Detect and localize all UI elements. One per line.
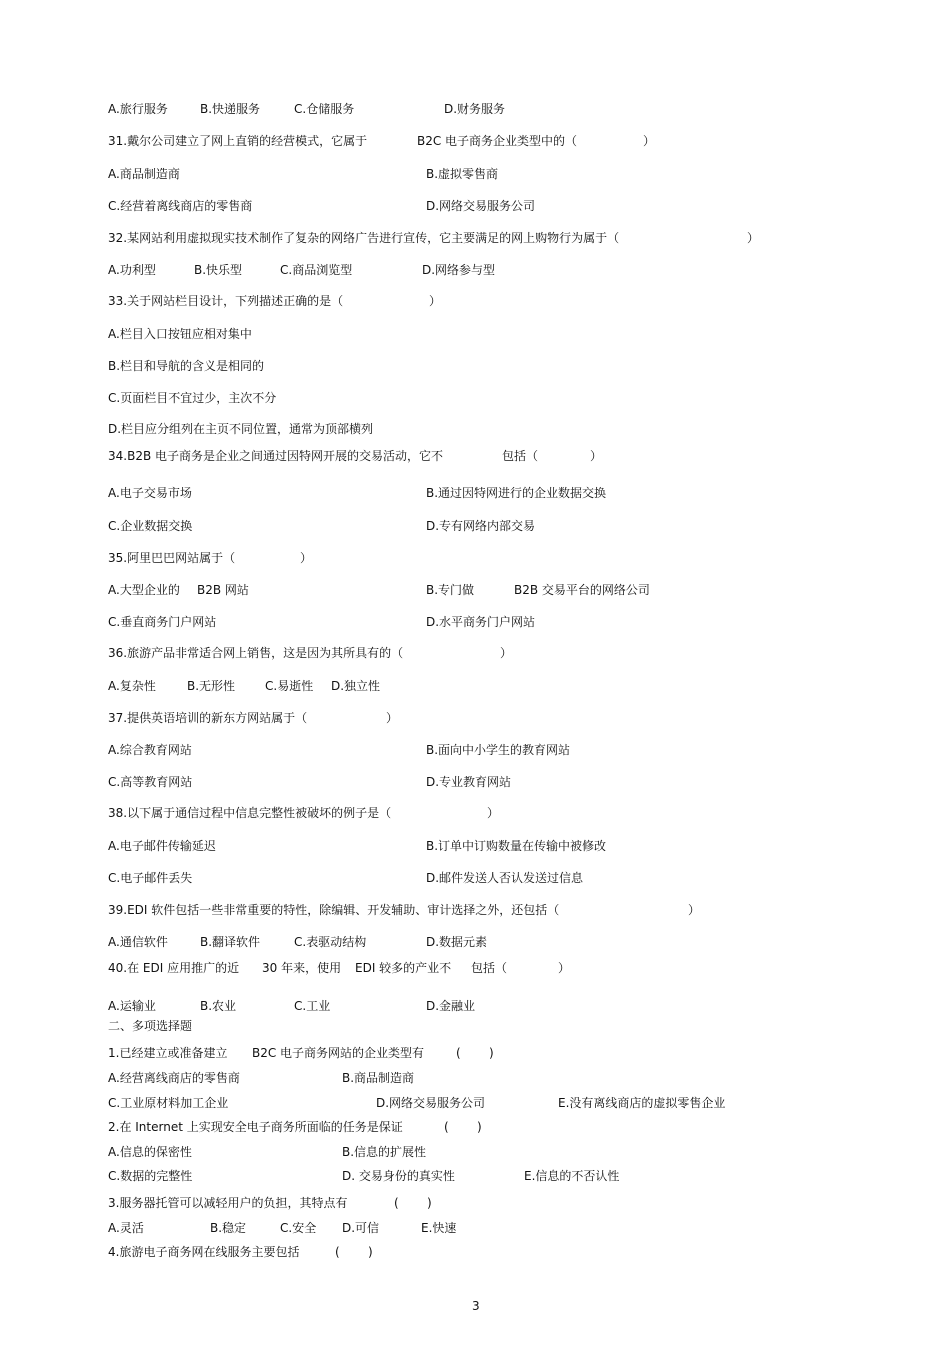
text-segment: A.栏目入口按钮应相对集中 <box>108 327 252 341</box>
text-segment: ） <box>300 551 313 565</box>
text-segment: ( <box>444 1120 449 1134</box>
text-segment: C.工业 <box>294 999 331 1013</box>
text-segment: 40.在 EDI 应用推广的近 <box>108 961 240 975</box>
text-segment: B.面向中小学生的教育网站 <box>426 743 571 757</box>
text-segment: C.商品浏览型 <box>280 263 353 277</box>
text-segment: ( <box>456 1046 461 1060</box>
text-segment: D.水平商务门户网站 <box>426 615 536 629</box>
text-segment: ） <box>747 231 760 245</box>
text-segment: A.通信软件 <box>108 935 168 949</box>
text-segment: B.通过因特网进行的企业数据交换 <box>426 486 607 500</box>
text-segment: B.专门做 <box>426 583 475 597</box>
text-segment: E.信息的不否认性 <box>524 1169 620 1183</box>
text-segment: D.金融业 <box>426 999 476 1013</box>
text-segment: B.商品制造商 <box>342 1071 415 1085</box>
text-segment: 3.服务器托管可以减轻用户的负担，其特点有 <box>108 1196 348 1210</box>
text-segment: A.信息的保密性 <box>108 1145 192 1159</box>
page-number: 3 <box>472 1299 480 1313</box>
text-segment: D.可信 <box>342 1221 380 1235</box>
text-segment: B.快递服务 <box>200 102 261 116</box>
text-segment: ） <box>500 646 513 660</box>
text-segment: A.商品制造商 <box>108 167 180 181</box>
text-segment: 34.B2B 电子商务是企业之间通过因特网开展的交易活动，它不 <box>108 449 444 463</box>
text-segment: B2C 电子商务企业类型中的（ <box>417 134 578 148</box>
text-segment: ) <box>427 1196 432 1210</box>
text-segment: C.页面栏目不宜过少，主次不分 <box>108 391 277 405</box>
text-segment: ） <box>386 711 399 725</box>
text-segment: B2C 电子商务网站的企业类型有 <box>252 1046 425 1060</box>
text-segment: ) <box>368 1245 373 1259</box>
text-segment: ） <box>558 961 571 975</box>
text-segment: C.工业原材料加工企业 <box>108 1096 229 1110</box>
text-segment: 33.关于网站栏目设计，下列描述正确的是（ <box>108 294 344 308</box>
text-segment: ） <box>590 449 603 463</box>
text-segment: 包括（ <box>471 961 508 975</box>
text-segment: D.栏目应分组列在主页不同位置，通常为顶部横列 <box>108 422 374 436</box>
text-segment: E.快速 <box>421 1221 457 1235</box>
text-segment: ） <box>643 134 656 148</box>
text-segment: B.信息的扩展性 <box>342 1145 427 1159</box>
text-segment: D.网络交易服务公司 <box>426 199 536 213</box>
text-segment: A.经营离线商店的零售商 <box>108 1071 240 1085</box>
text-segment: 二、多项选择题 <box>108 1019 193 1033</box>
text-segment: A.功利型 <box>108 263 156 277</box>
text-segment: D.专业教育网站 <box>426 775 512 789</box>
text-segment: B2B 交易平台的网络公司 <box>514 583 650 597</box>
text-segment: ） <box>487 806 500 820</box>
text-segment: 35.阿里巴巴网站属于（ <box>108 551 236 565</box>
text-segment: B.栏目和导航的含义是相同的 <box>108 359 265 373</box>
text-segment: D. 交易身份的真实性 <box>342 1169 455 1183</box>
text-segment: C.安全 <box>280 1221 317 1235</box>
text-segment: C.电子邮件丢失 <box>108 871 193 885</box>
text-segment: C.表驱动结构 <box>294 935 367 949</box>
text-segment: B.无形性 <box>187 679 236 693</box>
text-segment: 37.提供英语培训的新东方网站属于（ <box>108 711 308 725</box>
text-segment: D.独立性 <box>331 679 381 693</box>
text-segment: A.大型企业的 <box>108 583 180 597</box>
text-segment: A.灵活 <box>108 1221 144 1235</box>
text-segment: B.稳定 <box>210 1221 247 1235</box>
text-segment: C.垂直商务门户网站 <box>108 615 217 629</box>
text-segment: E.没有离线商店的虚拟零售企业 <box>558 1096 726 1110</box>
text-segment: C.易逝性 <box>265 679 314 693</box>
text-segment: D.邮件发送人否认发送过信息 <box>426 871 584 885</box>
text-segment: 4.旅游电子商务网在线服务主要包括 <box>108 1245 300 1259</box>
text-segment: B.快乐型 <box>194 263 243 277</box>
text-segment: 38.以下属于通信过程中信息完整性被破坏的例子是（ <box>108 806 392 820</box>
text-segment: EDI 较多的产业不 <box>355 961 452 975</box>
text-segment: A.运输业 <box>108 999 156 1013</box>
text-segment: A.旅行服务 <box>108 102 168 116</box>
text-segment: ) <box>489 1046 494 1060</box>
text-segment: A.电子邮件传输延迟 <box>108 839 216 853</box>
text-segment: 31.戴尔公司建立了网上直销的经营模式，它属于 <box>108 134 368 148</box>
text-segment: B.翻译软件 <box>200 935 261 949</box>
text-segment: 30 年来，使用 <box>262 961 342 975</box>
text-segment: D.网络参与型 <box>422 263 496 277</box>
text-segment: C.高等教育网站 <box>108 775 193 789</box>
text-segment: 包括（ <box>502 449 539 463</box>
text-segment: ( <box>394 1196 399 1210</box>
text-segment: A.综合教育网站 <box>108 743 192 757</box>
text-segment: A.电子交易市场 <box>108 486 192 500</box>
text-segment: D.数据元素 <box>426 935 488 949</box>
text-segment: A.复杂性 <box>108 679 156 693</box>
text-segment: B.农业 <box>200 999 237 1013</box>
text-segment: ( <box>335 1245 340 1259</box>
text-segment: D.网络交易服务公司 <box>376 1096 486 1110</box>
text-segment: C.企业数据交换 <box>108 519 193 533</box>
text-segment: ） <box>429 294 442 308</box>
text-segment: ） <box>688 903 701 917</box>
text-segment: D.财务服务 <box>444 102 506 116</box>
text-segment: B.虚拟零售商 <box>426 167 499 181</box>
text-segment: 39.EDI 软件包括一些非常重要的特性，除编辑、开发辅助、审计选择之外，还包括（ <box>108 903 560 917</box>
text-segment: B2B 网站 <box>197 583 249 597</box>
text-segment: 32.某网站利用虚拟现实技术制作了复杂的网络广告进行宣传，它主要满足的网上购物行为属于（ <box>108 231 620 245</box>
text-segment: D.专有网络内部交易 <box>426 519 536 533</box>
text-segment: B.订单中订购数量在传输中被修改 <box>426 839 607 853</box>
text-segment: C.经营着离线商店的零售商 <box>108 199 253 213</box>
text-segment: 1.已经建立或准备建立 <box>108 1046 228 1060</box>
text-segment: 36.旅游产品非常适合网上销售，这是因为其所具有的（ <box>108 646 404 660</box>
text-segment: ) <box>477 1120 482 1134</box>
text-segment: 2.在 Internet 上实现安全电子商务所面临的任务是保证 <box>108 1120 403 1134</box>
text-segment: C.仓储服务 <box>294 102 355 116</box>
text-segment: C.数据的完整性 <box>108 1169 193 1183</box>
